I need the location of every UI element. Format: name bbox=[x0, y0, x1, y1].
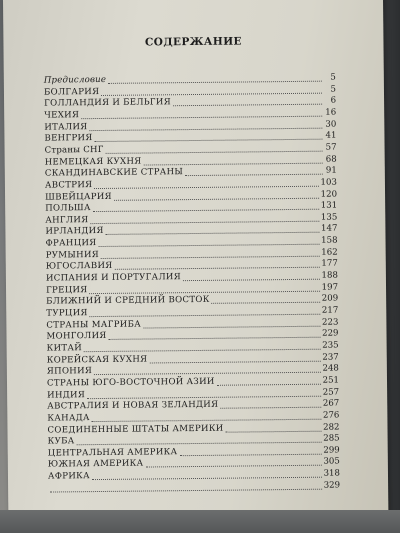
toc-entry bbox=[48, 480, 340, 494]
toc-entry-page: 285 bbox=[323, 433, 340, 444]
toc-entry-title: ШВЕЙЦАРИЯ bbox=[45, 191, 112, 203]
toc-entry-title: КУБА bbox=[47, 436, 75, 447]
toc-entry-title: ЮЖНАЯ АМЕРИКА bbox=[47, 458, 144, 470]
toc-entry-page: 57 bbox=[325, 142, 337, 153]
dot-leader bbox=[101, 254, 319, 258]
toc-entry-page: 329 bbox=[323, 480, 341, 491]
dot-leader bbox=[92, 418, 321, 422]
dot-leader bbox=[217, 383, 321, 386]
dot-leader bbox=[89, 126, 322, 130]
toc-entry-title: ЧЕХИЯ bbox=[44, 110, 80, 121]
toc-entry-title: КИТАЙ bbox=[46, 343, 83, 354]
dot-leader bbox=[50, 487, 322, 492]
toc-entry-title: НЕМЕЦКАЯ КУХНЯ bbox=[44, 156, 142, 168]
toc-entry-title: СКАНДИНАВСКИЕ СТРАНЫ bbox=[44, 167, 184, 179]
dot-leader bbox=[92, 476, 322, 480]
toc-entry-page: 217 bbox=[321, 305, 339, 316]
toc-entry-page: 235 bbox=[322, 340, 339, 351]
toc-entry-title: Предисловие bbox=[43, 74, 107, 86]
dot-leader bbox=[108, 80, 322, 84]
table-surface bbox=[0, 510, 400, 533]
toc-entry-title: ТУРЦИЯ bbox=[46, 308, 88, 319]
toc-entry-page: 209 bbox=[321, 293, 339, 305]
toc-entry-title: ЦЕНТРАЛЬНАЯ АМЕРИКА bbox=[47, 446, 178, 459]
dot-leader bbox=[99, 243, 320, 247]
toc-entry-page: 305 bbox=[323, 456, 340, 468]
toc-entry-page: 177 bbox=[321, 258, 338, 270]
toc-entry-title: ГОЛЛАНДИЯ И БЕЛЬГИЯ bbox=[44, 97, 171, 109]
toc-entry-page: 257 bbox=[322, 387, 340, 398]
dot-leader bbox=[185, 173, 323, 176]
dot-leader bbox=[77, 441, 322, 446]
dot-leader bbox=[149, 359, 320, 363]
dot-leader bbox=[220, 406, 321, 409]
toc-entry-page: 135 bbox=[320, 212, 338, 223]
dot-leader bbox=[95, 138, 323, 142]
toc-entry-title: МОНГОЛИЯ bbox=[46, 331, 107, 342]
toc-entry-page: 276 bbox=[322, 410, 340, 421]
dot-leader bbox=[84, 348, 320, 352]
dot-leader bbox=[226, 429, 322, 432]
toc-entry-title: АВСТРИЯ bbox=[44, 179, 93, 191]
toc-entry-title: РУМЫНИЯ bbox=[45, 249, 100, 261]
dot-leader bbox=[143, 324, 320, 328]
toc-entry-page: 237 bbox=[322, 352, 339, 363]
toc-entry-title: АФРИКА bbox=[47, 471, 90, 482]
dot-leader bbox=[115, 266, 320, 270]
toc-entry-title: СТРАНЫ ЮГО-ВОСТОЧНОЙ АЗИИ bbox=[46, 376, 215, 389]
book-page bbox=[3, 0, 389, 533]
dot-leader bbox=[114, 196, 319, 200]
dot-leader bbox=[145, 464, 321, 468]
toc-entry-page: 267 bbox=[322, 398, 340, 409]
dot-leader bbox=[183, 278, 320, 281]
toc-entry-title: Страны СНГ bbox=[44, 144, 104, 156]
toc-entry-page: 131 bbox=[320, 200, 338, 211]
toc-entry-page: 299 bbox=[323, 445, 340, 456]
toc-entry-title: ЯПОНИЯ bbox=[46, 366, 93, 377]
toc-entry-title: КАНАДА bbox=[47, 412, 90, 424]
toc-entry-page: 162 bbox=[321, 247, 338, 258]
toc-entry-title: ИСПАНИЯ И ПОРТУГАЛИЯ bbox=[45, 272, 181, 284]
toc-entry-page: 5 bbox=[330, 84, 337, 95]
toc-entry-page: 147 bbox=[320, 223, 338, 235]
dot-leader bbox=[212, 301, 320, 304]
toc-entry-title: БЛИЖНИЙ И СРЕДНИЙ ВОСТОК bbox=[46, 295, 210, 307]
toc-entry-title: ГРЕЦИЯ bbox=[45, 284, 88, 296]
dot-leader bbox=[90, 289, 320, 293]
dot-leader bbox=[94, 371, 320, 375]
dot-leader bbox=[106, 231, 319, 235]
toc-entry-page: 229 bbox=[322, 328, 339, 339]
toc-entry-page: 91 bbox=[325, 165, 337, 176]
dot-leader bbox=[94, 185, 318, 189]
toc-entry-page: 248 bbox=[322, 363, 339, 374]
toc-entry-title: ИНДИЯ bbox=[47, 389, 86, 401]
toc-entry-page: 282 bbox=[323, 422, 340, 433]
dot-leader bbox=[101, 91, 322, 95]
toc-entry-title: ВЕНГРИЯ bbox=[44, 133, 93, 144]
toc-entry-page: 68 bbox=[325, 154, 337, 165]
toc-entry-title: ИТАЛИЯ bbox=[44, 121, 88, 133]
toc-entry-page: 120 bbox=[320, 189, 338, 200]
dot-leader bbox=[179, 452, 321, 455]
toc-entry-page: 158 bbox=[321, 235, 338, 246]
toc-entry-page: 318 bbox=[323, 468, 341, 479]
toc-entry-page: 223 bbox=[321, 317, 339, 328]
dot-leader bbox=[93, 208, 319, 212]
table-of-contents bbox=[4, 68, 384, 491]
toc-entry-title: ИРЛАНДИЯ bbox=[45, 226, 104, 238]
toc-entry-title: СОЕДИНЕННЫЕ ШТАТЫ АМЕРИКИ bbox=[47, 423, 224, 436]
toc-entry-title: СТРАНЫ МАГРИБА bbox=[46, 319, 142, 331]
toc-entry-page: 188 bbox=[321, 270, 338, 281]
dot-leader bbox=[87, 394, 321, 398]
dot-leader bbox=[81, 115, 322, 120]
toc-entry-title: ФРАНЦИЯ bbox=[45, 238, 97, 249]
toc-entry-title: АВСТРАЛИЯ И НОВАЯ ЗЕЛАНДИЯ bbox=[47, 399, 219, 412]
dot-leader bbox=[143, 161, 322, 165]
toc-entry-page: 41 bbox=[325, 130, 337, 141]
dot-leader bbox=[109, 336, 321, 340]
dot-leader bbox=[173, 103, 322, 107]
dot-leader bbox=[90, 220, 318, 224]
toc-entry-page: 30 bbox=[325, 119, 337, 130]
toc-entry-page: 5 bbox=[330, 72, 336, 83]
toc-entry-page: 103 bbox=[320, 177, 337, 188]
toc-entry-title: ПОЛЬША bbox=[45, 203, 91, 214]
toc-entry-page: 197 bbox=[321, 282, 339, 293]
toc-entry-title: АНГЛИЯ bbox=[45, 214, 89, 226]
dot-leader bbox=[106, 150, 323, 154]
toc-entry-page: 6 bbox=[330, 95, 337, 106]
toc-entry-page: 16 bbox=[325, 107, 337, 118]
dot-leader bbox=[90, 313, 320, 317]
toc-entry-page: 251 bbox=[322, 375, 340, 386]
toc-entry-title: БОЛГАРИЯ bbox=[43, 86, 100, 98]
page-title: СОДЕРЖАНИЕ bbox=[144, 35, 242, 49]
toc-entry-title: ЮГОСЛАВИЯ bbox=[45, 261, 113, 272]
toc-entry-title: КОРЕЙСКАЯ КУХНЯ bbox=[46, 354, 148, 366]
